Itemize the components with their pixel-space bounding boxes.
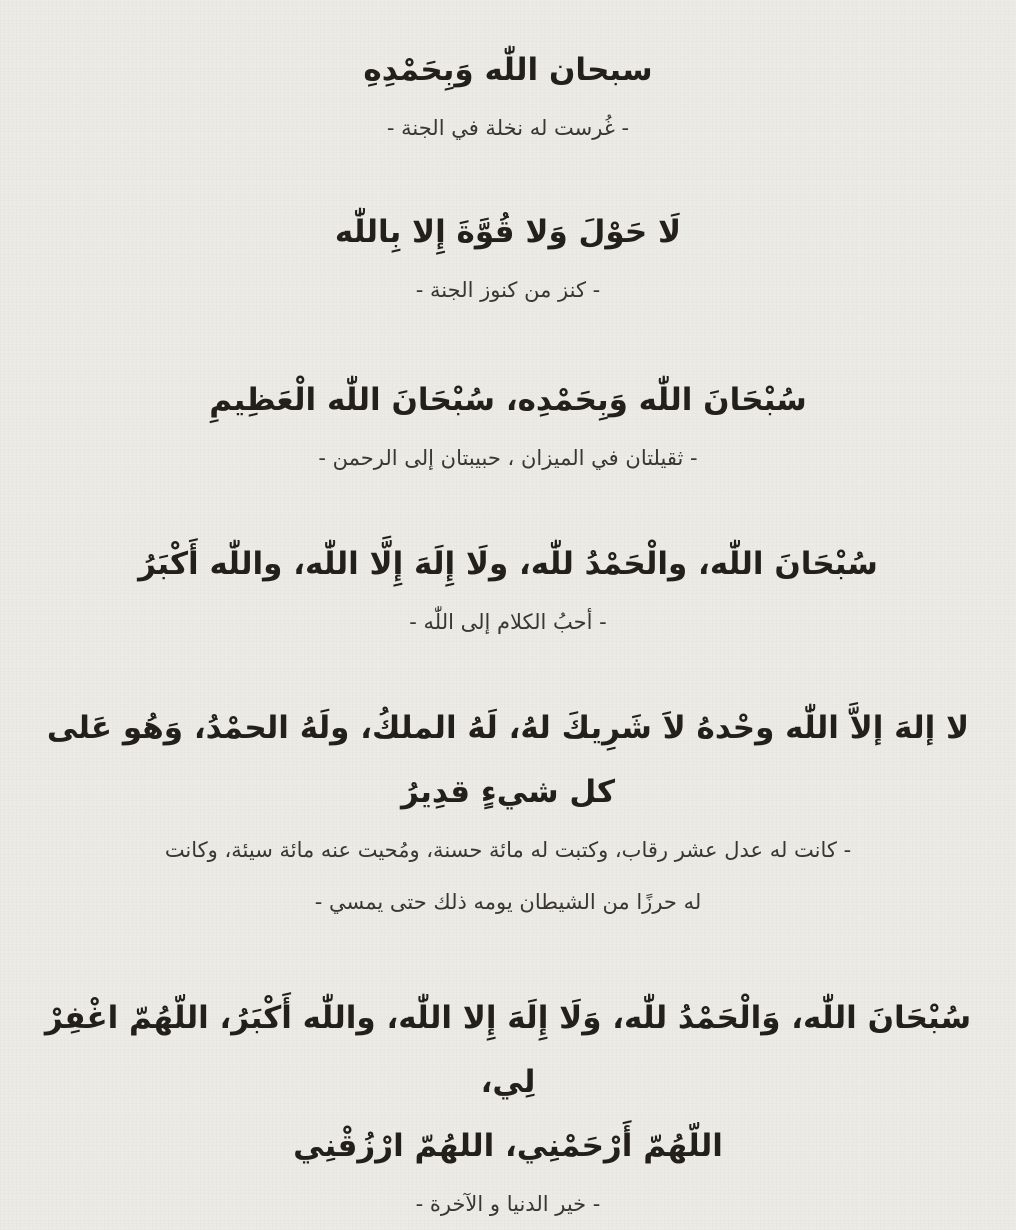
virtue-text: - ثقيلتان في الميزان ، حبيبتان إلى الرحمن - bbox=[318, 446, 698, 470]
dhikr-text-line-2: كل شيءٍ قدِيرُ bbox=[400, 774, 616, 810]
dhikr-text: سبحان اللّٰه وَبِحَمْدِهِ bbox=[363, 52, 653, 88]
virtue-text: - كنز من كنوز الجنة - bbox=[415, 278, 601, 302]
dhikr-text: لَا حَوْلَ وَلا قُوَّةَ إِلا بِاللّٰه bbox=[334, 214, 682, 250]
virtue-text: - أحبُ الكلام إلى اللّٰه - bbox=[409, 610, 607, 634]
dhikr-text-line-1: لا إلهَ إلاَّ اللّٰه وحْدهُ لاَ شَرِيكَ لهُ، لَهُ الملكُ، ولَهُ الحمْدُ، وَهُو عَلى bbox=[46, 710, 970, 746]
dhikr-text-line-1: سُبْحَانَ اللّٰه، وَالْحَمْدُ للّٰه، وَلَا إِلَهَ إِلا اللّٰه، واللّٰه أَكْبَرُ، اللّهُمّ اغْفِرْ لِي، bbox=[44, 1000, 972, 1100]
dhikr-block-tahlil bbox=[40, 696, 976, 928]
virtue-text: - خير الدنيا و الآخرة - bbox=[415, 1192, 601, 1216]
virtue-text: - غُرست له نخلة في الجنة - bbox=[386, 116, 630, 140]
virtue-text-line-1: - كانت له عدل عشر رقاب، وكتبت له مائة حسنة، ومُحيت عنه مائة سيئة، وكانت bbox=[164, 838, 852, 862]
dhikr-block-la-hawla bbox=[40, 200, 976, 316]
dhikr-block-dua bbox=[40, 986, 976, 1230]
dhikr-block-subhanallah-al-azim bbox=[40, 368, 976, 484]
dhikr-block-subhanallah-wa-bihamdihi bbox=[40, 38, 976, 154]
dhikr-text: سُبْحَانَ اللّٰه، والْحَمْدُ للّٰه، ولَا إِلَهَ إِلَّا اللّٰه، واللّٰه أَكْبَرُ bbox=[138, 546, 878, 582]
dhikr-text-line-2: اللّهُمّ أَرْحَمْنِي، اللهُمّ ارْزُقْنِي bbox=[293, 1128, 723, 1164]
virtue-text-line-2: له حرزًا من الشيطان يومه ذلك حتى يمسي - bbox=[314, 890, 702, 914]
dhikr-block-four-phrases bbox=[40, 532, 976, 648]
dhikr-text: سُبْحَانَ اللّٰه وَبِحَمْدِه، سُبْحَانَ اللّٰه الْعَظِيمِ bbox=[209, 382, 807, 418]
